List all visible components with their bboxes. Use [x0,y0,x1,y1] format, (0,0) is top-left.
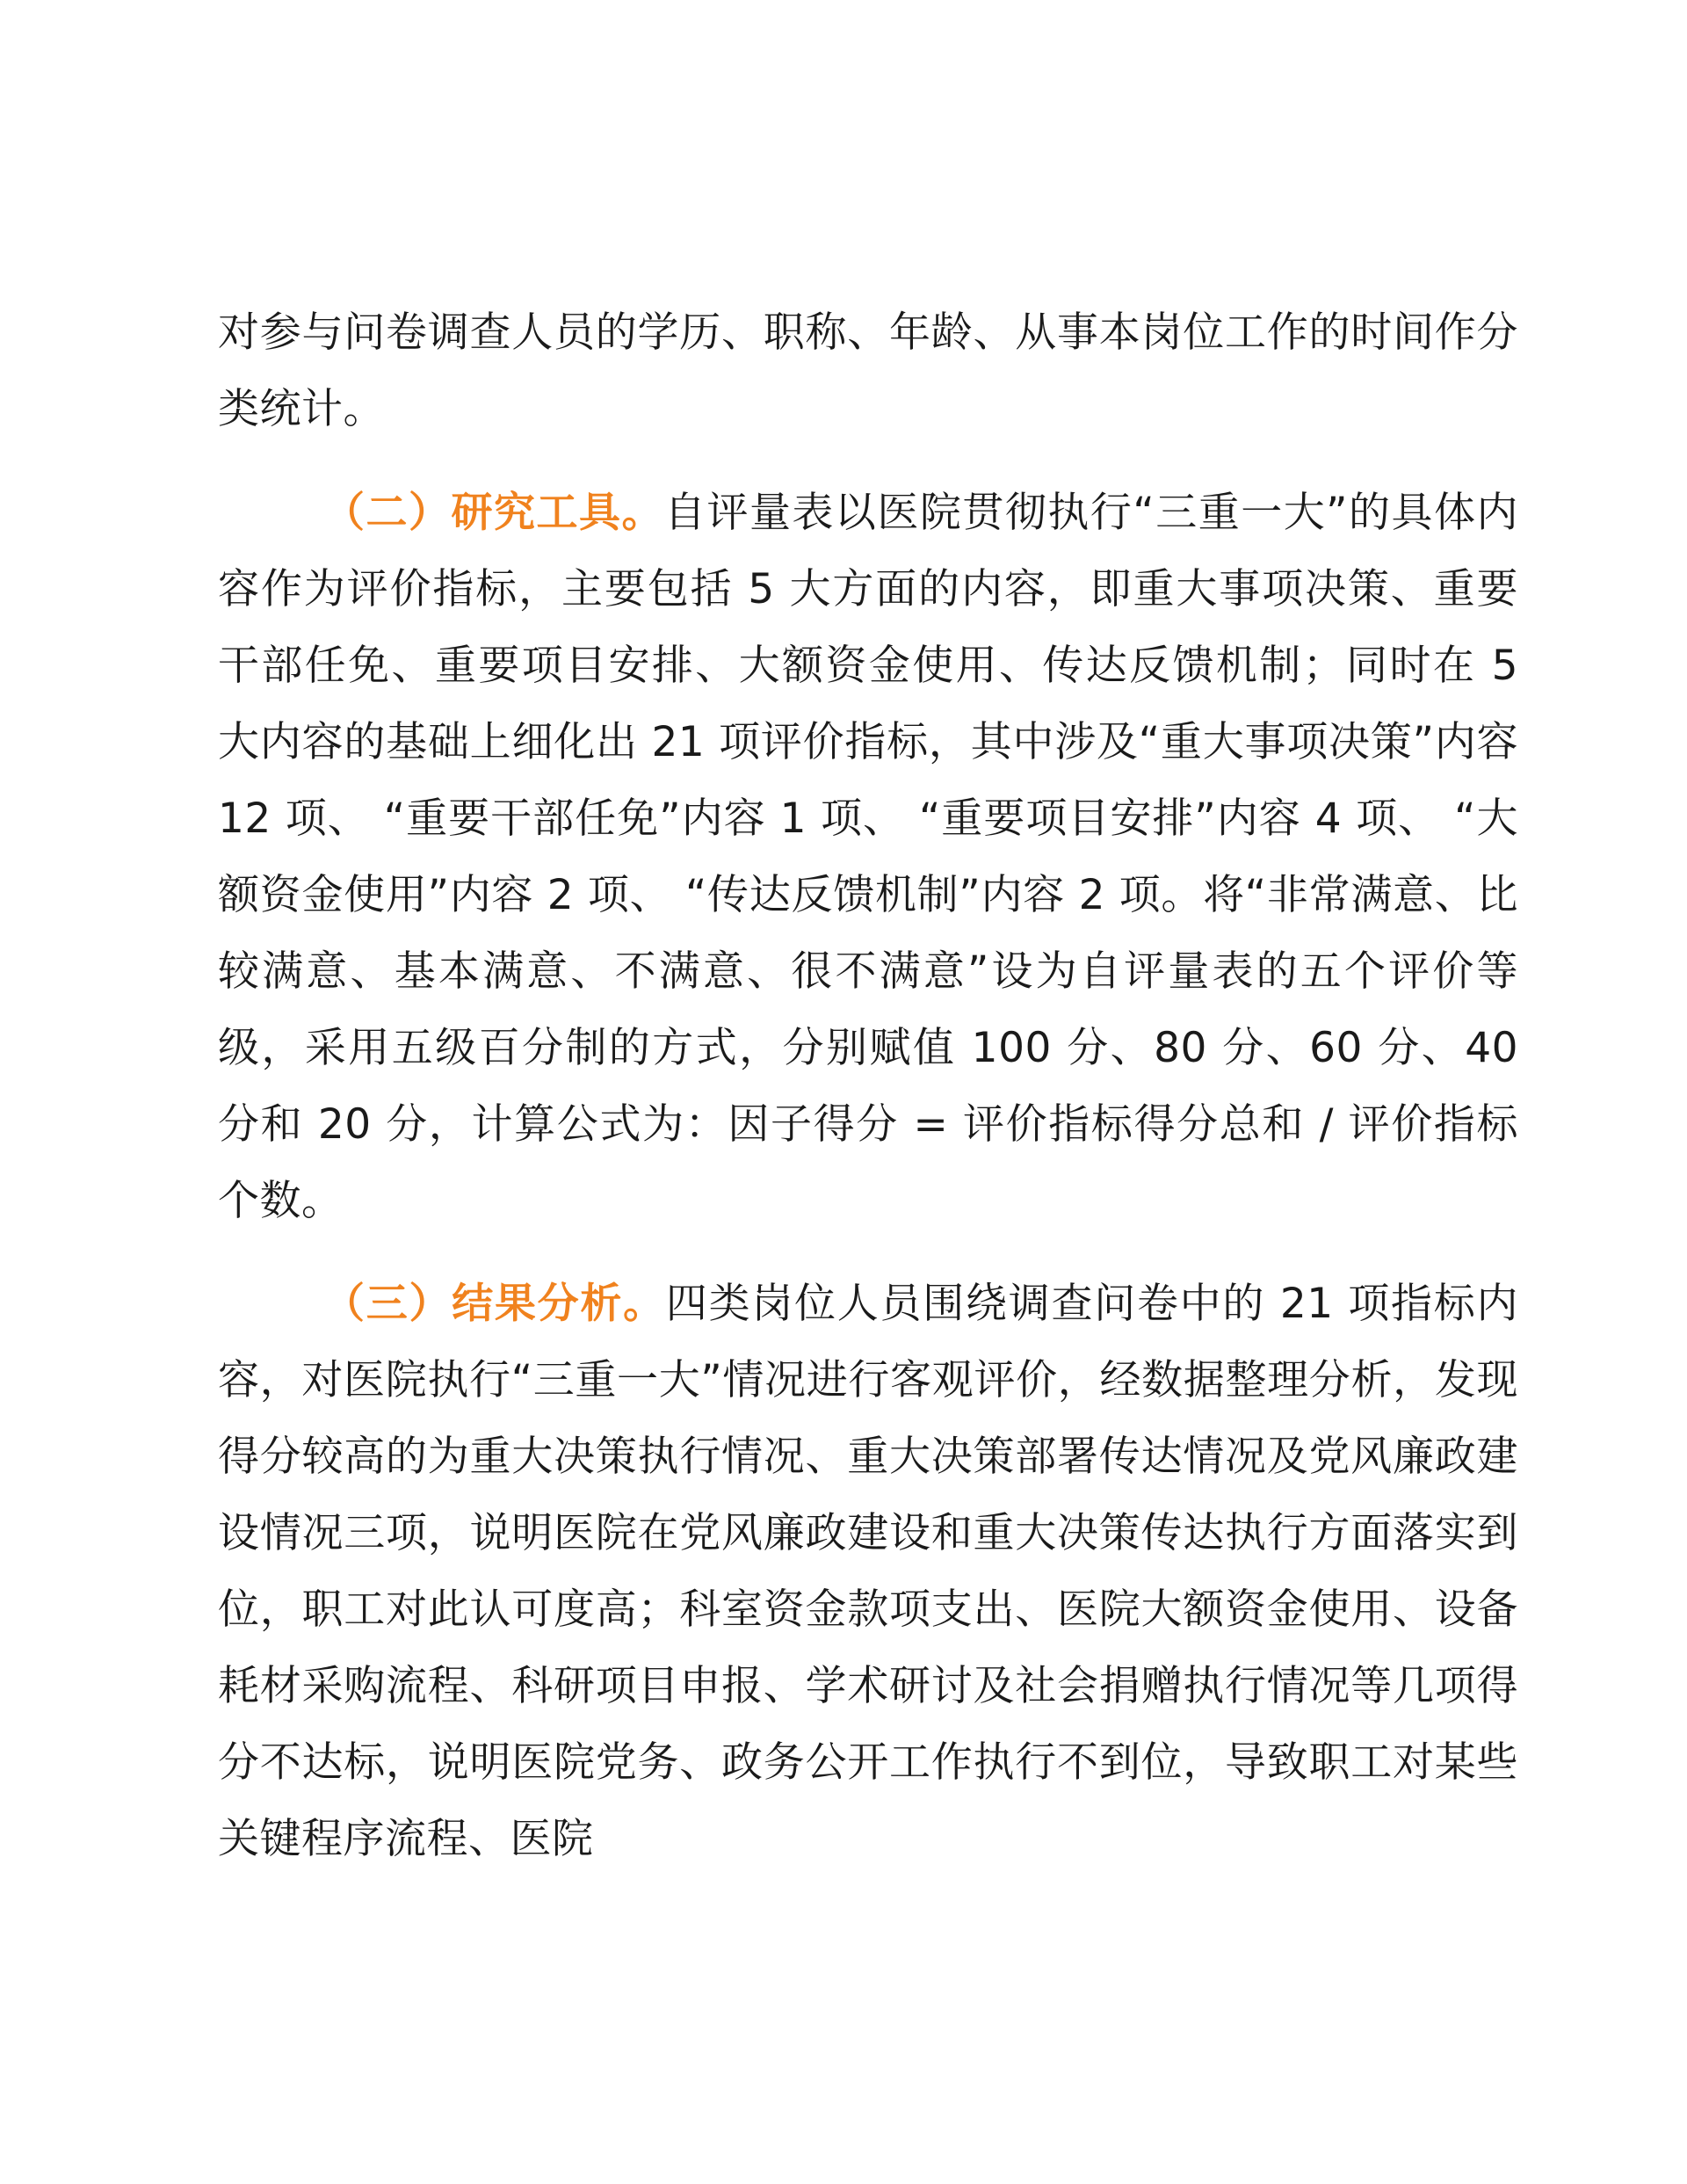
section-heading-results-analysis: （三）结果分析。 [323,1280,666,1328]
paragraph-3-text: 四类岗位人员围绕调查问卷中的 21 项指标内容，对医院执行“三重一大”情况进行客观评价，经数据整理分析，发现得分较高的为重大决策执行情况、重大决策部署传达情况及党风廉政建设情况三项，说明医院在党风廉政建设和重大决策传达执行方面落实到位，职工对此认可度高；科室资金款项支出、医院大额资金使用、设备耗材采购流程、科研项目申报、学术研讨及社会捐赠执行情况等几项得分不达标，说明医院党务、政务公开工作执行不到位，导致职工对某些关键程序流程、医院 [218,1280,1519,1863]
section-heading-research-tools: （二）研究工具。 [323,489,664,537]
paragraph-results-analysis [218,1266,1518,1877]
paragraph-2-text: 自评量表以医院贯彻执行“三重一大”的具体内容作为评价指标，主要包括 5 大方面的内容，即重大事项决策、重要干部任免、重要项目安排、大额资金使用、传达反馈机制；同时在 5 大内容的基础上细化出 21 项评价指标，其中涉及“重大事项决策”内容 12 项、 “重要干部任免”内容 1 项、 “重要项目安排”内容 4 项、 “大额资金使用”内容 2 项、 “传达反馈机制”内容 2 项。将“非常满意、比较满意、基本满意、不满意、很不满意”设为自评量表的五个评价等级，采用五级百分制的方式，分别赋值 100 分、80 分、60 分、40 分和 20 分，计算公式为：因子得分 = 评价指标得分总和 / 评价指标个数。 [218,489,1519,1225]
paragraph-continuation [218,294,1518,447]
paragraph-1-text: 对参与问卷调查人员的学历、职称、年龄、从事本岗位工作的时间作分类统计。 [218,308,1518,433]
paragraph-research-tools [218,475,1518,1239]
